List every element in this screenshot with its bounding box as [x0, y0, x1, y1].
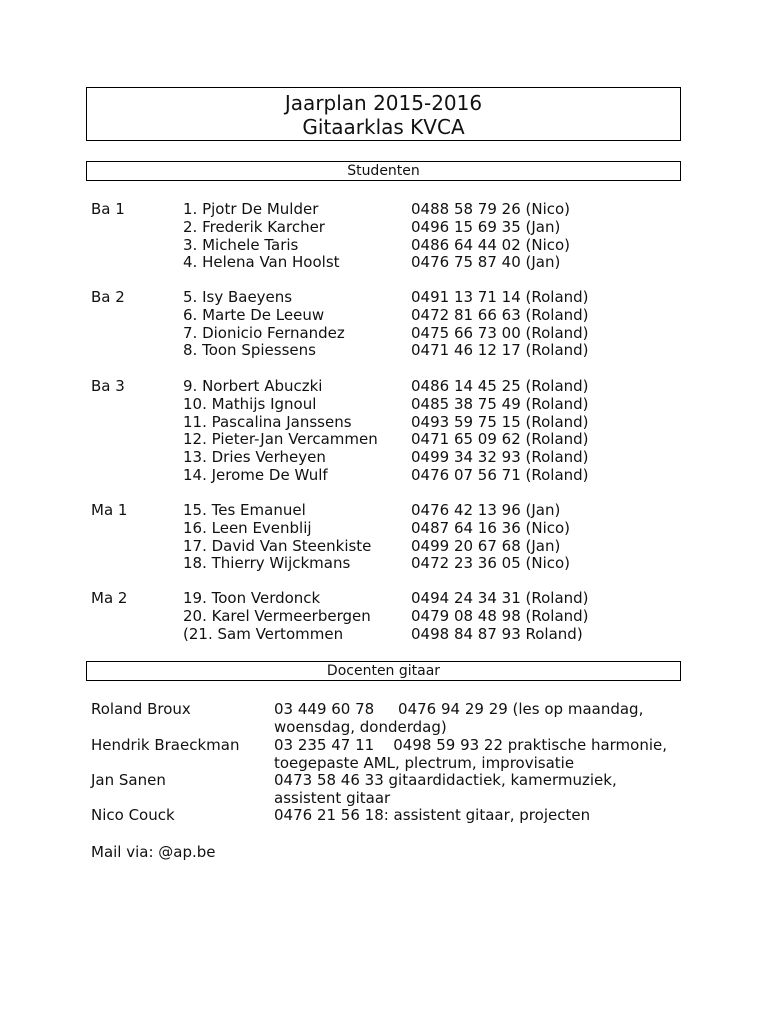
student-name: 17. David Van Steenkiste — [183, 536, 372, 555]
level-label: Ma 2 — [91, 589, 128, 607]
student-name: 5. Isy Baeyens — [183, 288, 293, 306]
document-title: Jaarplan 2015-2016 — [284, 91, 483, 115]
student-phone: 0476 75 87 40 (Jan) — [411, 253, 561, 272]
student-phone: 0499 34 32 93 (Roland) — [411, 448, 589, 467]
level-label: Ba 1 — [91, 200, 125, 218]
student-phone: 0487 64 16 36 (Nico) — [411, 518, 571, 537]
student-phone: 0491 13 71 14 (Roland) — [411, 288, 589, 306]
student-phone: 0472 23 36 05 (Nico) — [411, 554, 571, 573]
student-name: (21. Sam Vertommen — [183, 624, 344, 643]
student-name: 10. Mathijs Ignoul — [183, 394, 317, 413]
student-name: 20. Karel Vermeerbergen — [183, 606, 371, 625]
student-name: 19. Toon Verdonck — [183, 589, 321, 607]
student-phone: 0476 07 56 71 (Roland) — [411, 466, 589, 484]
student-phone: 0475 66 73 00 (Roland) — [411, 323, 589, 342]
student-name: 3. Michele Taris — [183, 235, 299, 254]
student-name: 14. Jerome De Wulf — [183, 466, 328, 484]
student-name: 7. Dionicio Fernandez — [183, 323, 345, 342]
student-phone: 0488 58 79 26 (Nico) — [411, 200, 571, 218]
student-phone: 0499 20 67 68 (Jan) — [411, 536, 561, 555]
student-name: 16. Leen Evenblij — [183, 518, 312, 537]
student-name: 11. Pascalina Janssens — [183, 412, 352, 431]
teacher-info: 0473 58 46 33 gitaardidactiek, kamermuziek, assistent gitaar — [274, 771, 622, 807]
teacher-info: 03 449 60 78 0476 94 29 29 (les op maandag, woensdag, donderdag) — [274, 700, 649, 736]
student-phone: 0494 24 34 31 (Roland) — [411, 589, 589, 607]
student-phone: 0498 84 87 93 Roland) — [411, 624, 583, 643]
student-name: 6. Marte De Leeuw — [183, 305, 325, 324]
student-phone: 0479 08 48 98 (Roland) — [411, 606, 589, 625]
level-label: Ba 2 — [91, 288, 125, 306]
student-name: 13. Dries Verheyen — [183, 448, 326, 467]
student-phone: 0486 64 44 02 (Nico) — [411, 235, 571, 254]
student-name: 12. Pieter-Jan Vercammen — [183, 430, 378, 449]
teacher-name: Hendrik Braeckman — [91, 736, 240, 754]
student-phone: 0471 65 09 62 (Roland) — [411, 430, 589, 449]
teacher-name: Roland Broux — [91, 700, 191, 718]
mail-line: Mail via: @ap.be — [91, 843, 216, 861]
student-phone: 0471 46 12 17 (Roland) — [411, 341, 589, 360]
student-phone: 0486 14 45 25 (Roland) — [411, 377, 589, 395]
teacher-info: 0476 21 56 18: assistent gitaar, projecten — [274, 806, 591, 824]
level-label: Ma 1 — [91, 501, 128, 519]
student-name: 15. Tes Emanuel — [183, 501, 306, 519]
student-phone: 0472 81 66 63 (Roland) — [411, 305, 589, 324]
level-label: Ba 3 — [91, 377, 125, 395]
students-heading: Studenten — [86, 161, 681, 181]
student-name: 1. Pjotr De Mulder — [183, 200, 319, 218]
teacher-name: Jan Sanen — [91, 771, 166, 789]
student-phone: 0476 42 13 96 (Jan) — [411, 501, 561, 519]
teacher-name: Nico Couck — [91, 806, 175, 824]
student-name: 8. Toon Spiessens — [183, 341, 316, 360]
student-name: 9. Norbert Abuczki — [183, 377, 323, 395]
title-box — [86, 87, 681, 141]
student-name: 4. Helena Van Hoolst — [183, 253, 340, 272]
student-name: 18. Thierry Wijckmans — [183, 554, 351, 573]
teachers-heading: Docenten gitaar — [86, 661, 681, 681]
document-subtitle: Gitaarklas KVCA — [302, 115, 465, 139]
student-phone: 0485 38 75 49 (Roland) — [411, 394, 589, 413]
student-name: 2. Frederik Karcher — [183, 217, 325, 236]
teacher-info: 03 235 47 11 0498 59 93 22 praktische harmonie, toegepaste AML, plectrum, improvisatie — [274, 736, 672, 772]
student-phone: 0493 59 75 15 (Roland) — [411, 412, 589, 431]
student-phone: 0496 15 69 35 (Jan) — [411, 217, 561, 236]
